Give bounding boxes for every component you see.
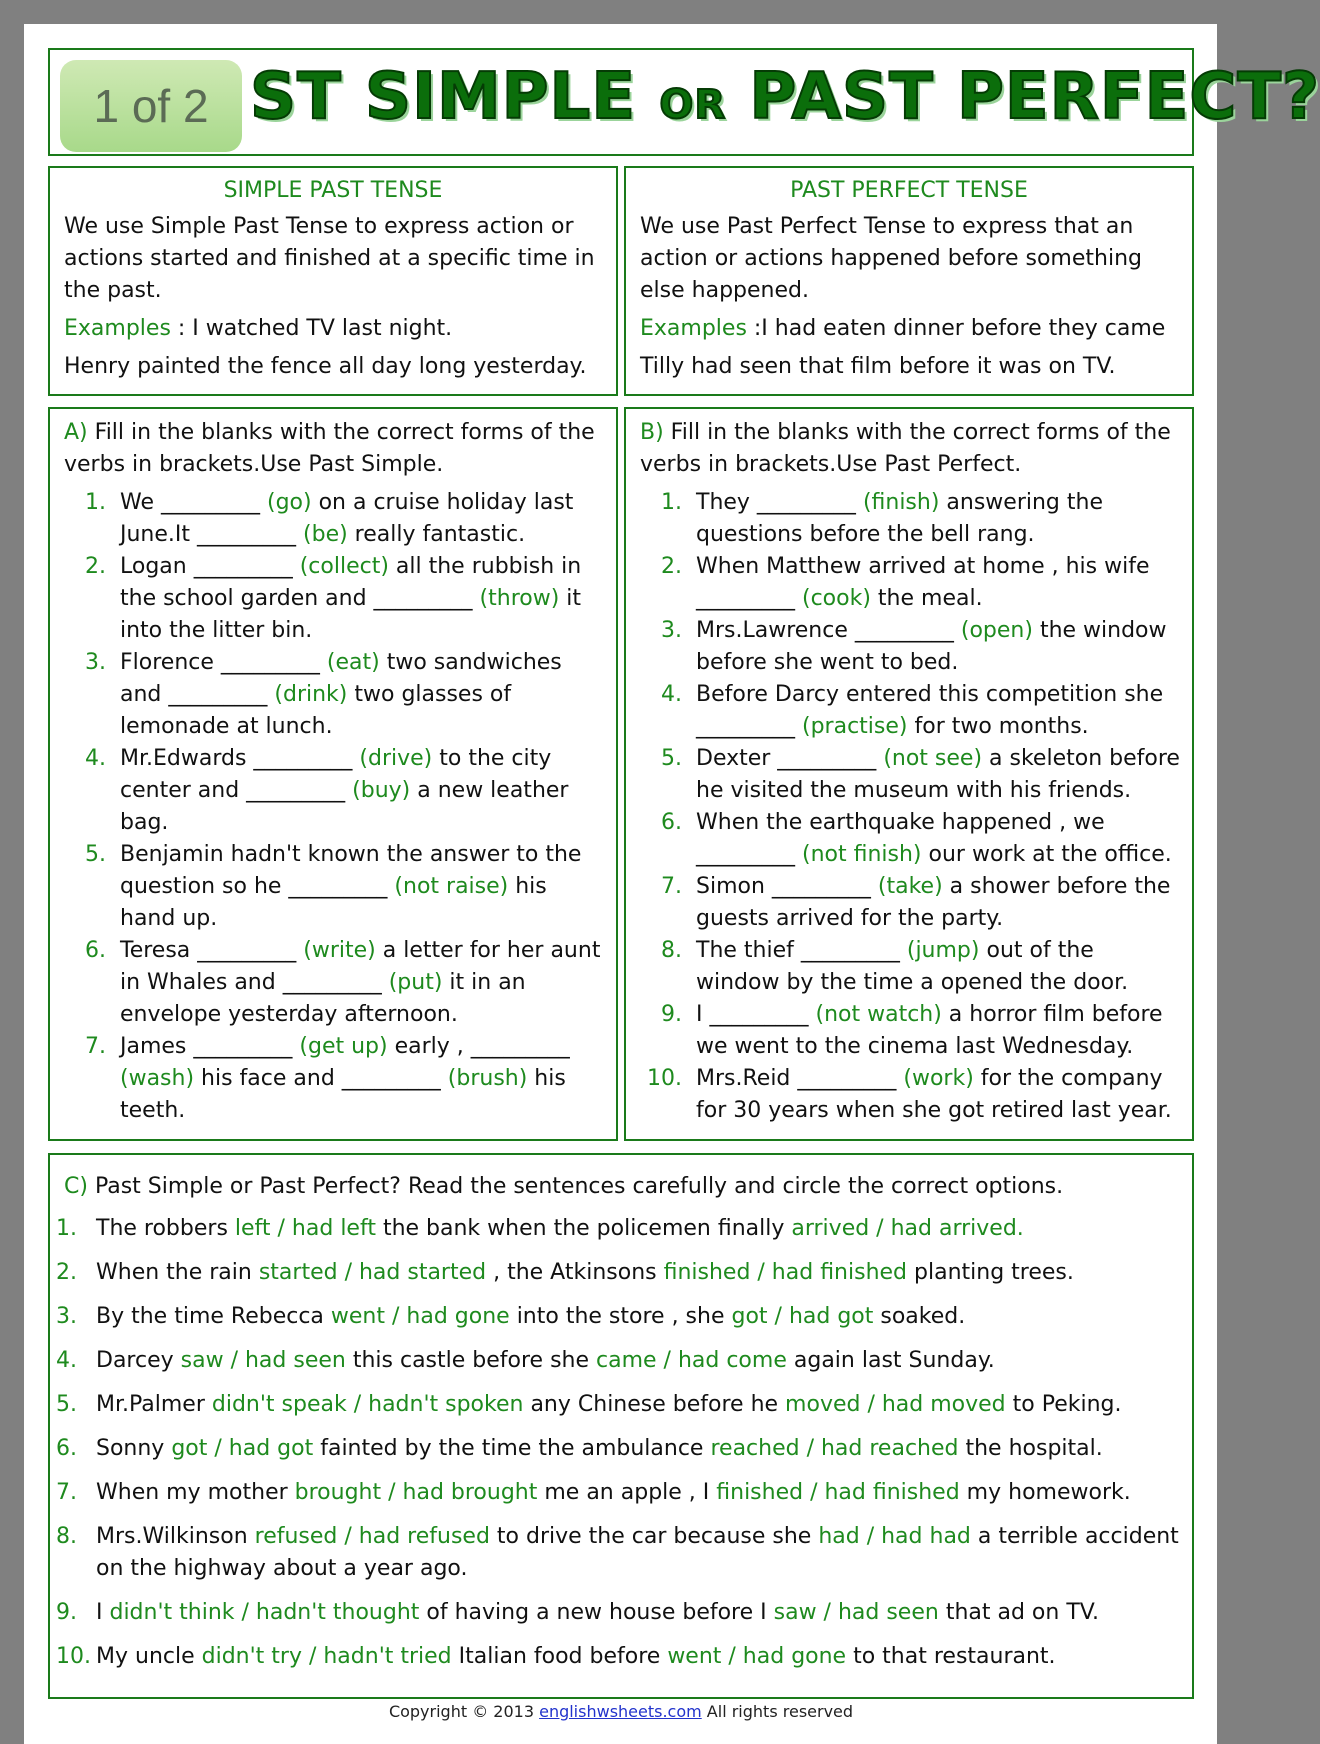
verb-option[interactable]: saw / had seen	[180, 1348, 346, 1373]
verb-option: (cook)	[802, 586, 871, 611]
item-number: 6.	[661, 810, 682, 835]
sentence-text: Sonny	[96, 1436, 172, 1461]
verb-option: (drive)	[359, 746, 433, 771]
exercise-b-item	[640, 743, 1182, 807]
sentence-text: the window before she went to bed.	[696, 618, 1167, 675]
simple-past-example-1: Examples : I watched TV last night.	[64, 316, 453, 341]
item-number: 10.	[56, 1644, 91, 1669]
item-sentence	[120, 839, 606, 935]
sentence-text: Benjamin hadn't known the answer to the question so he _________	[120, 842, 582, 899]
sentence-text: the bank when the policemen finally	[375, 1216, 792, 1241]
exercise-c-item	[56, 1641, 1184, 1673]
item-sentence	[96, 1521, 1184, 1585]
sentence-text: to the city center and _________	[120, 746, 552, 803]
sentence-text: two glasses of lemonade at lunch.	[120, 682, 512, 739]
sentence-text: his face and _________	[194, 1066, 448, 1091]
sentence-text: Simon _________	[696, 874, 878, 899]
exercise-b-panel	[624, 407, 1194, 1141]
sentence-text: Dexter _________	[696, 746, 884, 771]
exercise-a-instruction: A) Fill in the blanks with the correct forms of the verbs in brackets.Use Past Simple.	[64, 420, 595, 477]
exercise-c-item	[56, 1521, 1184, 1585]
verb-option: (go)	[267, 490, 312, 515]
item-sentence	[696, 999, 1182, 1063]
sentence-text: to that restaurant.	[846, 1644, 1056, 1669]
past-perfect-example-1: Examples :I had eaten dinner before they came	[640, 316, 1166, 341]
item-sentence	[696, 871, 1182, 935]
verb-option[interactable]: moved / had moved	[785, 1392, 1006, 1417]
item-number: 7.	[56, 1480, 77, 1505]
website-link[interactable]: englishwsheets.com	[539, 1702, 702, 1721]
sentence-text: , the Atkinsons	[486, 1260, 664, 1285]
exercise-a-item	[64, 1031, 606, 1127]
sentence-text: Mr.Edwards _________	[120, 746, 360, 771]
item-number: 4.	[85, 746, 106, 771]
sentence-text: I	[96, 1600, 110, 1625]
verb-option[interactable]: got / had got	[731, 1304, 874, 1329]
exercise-a-item	[64, 839, 606, 935]
sentence-text: Before Darcy entered this competition she _________	[696, 682, 1164, 739]
sentence-text: soaked.	[873, 1304, 966, 1329]
sentence-text: Teresa _________	[120, 938, 304, 963]
past-perfect-heading: PAST PERFECT TENSE	[790, 178, 1028, 203]
sentence-text: me an apple , I	[537, 1480, 717, 1505]
verb-option: (throw)	[479, 586, 560, 611]
sentence-text: When the rain	[96, 1260, 259, 1285]
sentence-text: Florence _________	[120, 650, 327, 675]
item-number: 5.	[56, 1392, 77, 1417]
past-perfect-panel	[624, 166, 1194, 396]
exercise-b-item	[640, 551, 1182, 615]
verb-option: (not raise)	[394, 874, 509, 899]
verb-option[interactable]: left / had left	[234, 1216, 376, 1241]
sentence-text: of having a new house before I	[419, 1600, 774, 1625]
item-number: 3.	[661, 618, 682, 643]
verb-option[interactable]: didn't think / hadn't thought	[109, 1600, 420, 1625]
item-number: 2.	[661, 554, 682, 579]
sentence-text: his teeth.	[120, 1066, 566, 1123]
past-perfect-description: We use Past Perfect Tense to express that an action or actions happened before something else happened.	[640, 214, 1142, 303]
sentence-text: a terrible accident on the highway about a year ago.	[96, 1524, 1179, 1581]
sentence-text: My uncle	[96, 1644, 202, 1669]
sentence-text: a letter for her aunt in Whales and _________	[120, 938, 601, 995]
exercise-a-item	[64, 935, 606, 1031]
verb-option[interactable]: brought / had brought	[294, 1480, 538, 1505]
verb-option[interactable]: went / had gone	[330, 1304, 510, 1329]
sentence-text: By the time Rebecca	[96, 1304, 331, 1329]
item-sentence	[696, 935, 1182, 999]
item-number: 1.	[56, 1216, 77, 1241]
simple-past-panel	[48, 166, 618, 396]
sentence-text: When my mother	[96, 1480, 295, 1505]
sentence-text: a new leather bag.	[120, 778, 569, 835]
verb-option[interactable]: finished / had finished	[663, 1260, 908, 1285]
item-number: 3.	[56, 1304, 77, 1329]
sentence-text: When Matthew arrived at home , his wife _________	[696, 554, 1150, 611]
verb-option[interactable]: didn't try / hadn't tried	[201, 1644, 452, 1669]
item-number: 8.	[661, 938, 682, 963]
sentence-text: They _________	[696, 490, 863, 515]
exercise-a-item	[64, 551, 606, 647]
sentence-text: Darcey	[96, 1348, 181, 1373]
exercise-a-item	[64, 487, 606, 551]
verb-option: (jump)	[906, 938, 980, 963]
sentence-text: answering the questions before the bell rang.	[696, 490, 1103, 547]
copyright-footer: Copyright © 2013 englishwsheets.com All rights reserved	[388, 1702, 854, 1721]
item-number: 10.	[647, 1066, 682, 1091]
sentence-text: James _________	[120, 1034, 300, 1059]
sentence-text: to drive the car because she	[489, 1524, 819, 1549]
verb-option: (eat)	[326, 650, 380, 675]
item-sentence	[96, 1641, 1184, 1673]
item-sentence	[696, 487, 1182, 551]
item-sentence	[96, 1433, 1184, 1465]
item-number: 9.	[56, 1600, 77, 1625]
verb-option: (not finish)	[802, 842, 922, 867]
exercise-c-item	[56, 1213, 1184, 1245]
sentence-text: We _________	[120, 490, 267, 515]
verb-option: (practise)	[802, 714, 908, 739]
item-sentence	[120, 487, 606, 551]
exercise-a-list	[50, 487, 616, 1127]
exercise-c-item	[56, 1257, 1184, 1289]
verb-option[interactable]: went / had gone	[667, 1644, 847, 1669]
verb-option: (buy)	[352, 778, 411, 803]
verb-option: (get up)	[299, 1034, 388, 1059]
exercise-b-item	[640, 935, 1182, 999]
verb-option: (not see)	[883, 746, 983, 771]
verb-option: (not watch)	[815, 1002, 942, 1027]
sentence-text: his hand up.	[120, 874, 547, 931]
item-sentence	[120, 551, 606, 647]
verb-option: (write)	[303, 938, 376, 963]
verb-option[interactable]: came / had come	[596, 1348, 787, 1373]
exercise-b-item	[640, 679, 1182, 743]
sentence-text: for two months.	[907, 714, 1089, 739]
sentence-text: for the company for 30 years when she got retired last year.	[696, 1066, 1172, 1123]
sentence-text: Mrs.Wilkinson	[96, 1524, 255, 1549]
item-sentence	[120, 935, 606, 1031]
item-number: 5.	[85, 842, 106, 867]
sentence-text: Mrs.Lawrence _________	[696, 618, 961, 643]
exercise-a-item	[64, 647, 606, 743]
sentence-text: again last Sunday.	[786, 1348, 995, 1373]
item-sentence	[120, 743, 606, 839]
verb-option: (brush)	[447, 1066, 528, 1091]
sentence-text: really fantastic.	[347, 522, 526, 547]
sentence-text: planting trees.	[907, 1260, 1074, 1285]
sentence-text: two sandwiches and _________	[120, 650, 562, 707]
item-number: 2.	[56, 1260, 77, 1285]
item-number: 6.	[56, 1436, 77, 1461]
verb-option[interactable]: finished / had finished	[716, 1480, 960, 1505]
sentence-text: the hospital.	[958, 1436, 1103, 1461]
sentence-text: a shower before the guests arrived for the party.	[696, 874, 1171, 931]
item-number: 1.	[661, 490, 682, 515]
exercise-b-item	[640, 807, 1182, 871]
verb-option: (collect)	[299, 554, 389, 579]
exercise-c-item	[56, 1477, 1184, 1509]
exercise-b-list	[626, 487, 1192, 1127]
item-sentence	[120, 1031, 606, 1127]
exercise-a-panel	[48, 407, 618, 1141]
sentence-text: early , _________	[387, 1034, 570, 1059]
exercise-b-item	[640, 487, 1182, 551]
item-number: 1.	[85, 490, 106, 515]
item-sentence	[96, 1345, 1184, 1377]
page-counter-badge[interactable]: 1 of 2	[60, 60, 242, 152]
item-number: 2.	[85, 554, 106, 579]
verb-option[interactable]: started / had started	[258, 1260, 487, 1285]
exercise-b-item	[640, 1063, 1182, 1127]
item-sentence	[696, 679, 1182, 743]
exercise-c-instruction: C) Past Simple or Past Perfect? Read the sentences carefully and circle the correct options.	[64, 1174, 1064, 1199]
verb-option: (wash)	[120, 1066, 195, 1091]
exercise-b-item	[640, 871, 1182, 935]
verb-option[interactable]: saw / had seen	[773, 1600, 939, 1625]
sentence-text: our work at the office.	[921, 842, 1172, 867]
item-sentence	[96, 1477, 1184, 1509]
sentence-text: on a cruise holiday last June.It _________	[120, 490, 574, 547]
simple-past-description: We use Simple Past Tense to express action or actions started and finished at a specific time in the past.	[64, 214, 595, 303]
verb-option[interactable]: refused / had refused	[254, 1524, 490, 1549]
exercise-b-item	[640, 999, 1182, 1063]
past-perfect-example-2: Tilly had seen that film before it was on TV.	[640, 354, 1116, 379]
sentence-text: into the store , she	[509, 1304, 732, 1329]
verb-option[interactable]: got / had got	[171, 1436, 314, 1461]
exercise-c-item	[56, 1345, 1184, 1377]
item-sentence	[96, 1257, 1184, 1289]
item-sentence	[96, 1213, 1184, 1245]
item-number: 5.	[661, 746, 682, 771]
item-sentence	[696, 1063, 1182, 1127]
item-sentence	[96, 1301, 1184, 1333]
exercise-c-panel	[48, 1153, 1194, 1699]
verb-option: (take)	[877, 874, 943, 899]
sentence-text: The thief _________	[696, 938, 907, 963]
exercise-c-item	[56, 1301, 1184, 1333]
sentence-text: out of the window by the time a opened the door.	[696, 938, 1129, 995]
item-sentence	[96, 1389, 1184, 1421]
sentence-text: The robbers	[96, 1216, 235, 1241]
sentence-text: it in an envelope yesterday afternoon.	[120, 970, 526, 1027]
verb-option: (work)	[903, 1066, 974, 1091]
exercise-c-list	[50, 1213, 1192, 1673]
verb-option[interactable]: had / had had	[818, 1524, 971, 1549]
simple-past-example-2: Henry painted the fence all day long yesterday.	[64, 354, 587, 379]
sentence-text: it into the litter bin.	[120, 586, 582, 643]
sentence-text: my homework.	[959, 1480, 1131, 1505]
sentence-text: When the earthquake happened , we _________	[696, 810, 1105, 867]
sentence-text: all the rubbish in the school garden and _________	[120, 554, 582, 611]
item-number: 3.	[85, 650, 106, 675]
sentence-text: the meal.	[870, 586, 983, 611]
item-sentence	[696, 551, 1182, 615]
sentence-text: fainted by the time the ambulance	[313, 1436, 711, 1461]
exercise-b-instruction: B) Fill in the blanks with the correct forms of the verbs in brackets.Use Past Perfect.	[640, 420, 1171, 477]
item-sentence	[696, 615, 1182, 679]
page-title: ST SIMPLE OR PAST PERFECT?	[250, 60, 1320, 134]
item-sentence	[96, 1597, 1184, 1629]
exercise-c-item	[56, 1433, 1184, 1465]
item-sentence	[120, 647, 606, 743]
verb-option: (open)	[960, 618, 1033, 643]
verb-option: (finish)	[862, 490, 940, 515]
sentence-text: I _________	[696, 1002, 816, 1027]
sentence-text: Italian food before	[451, 1644, 668, 1669]
item-number: 6.	[85, 938, 106, 963]
verb-option: (be)	[303, 522, 348, 547]
simple-past-heading: SIMPLE PAST TENSE	[223, 178, 443, 203]
verb-option: (put)	[388, 970, 443, 995]
verb-option: (drink)	[274, 682, 348, 707]
sentence-text: Logan _________	[120, 554, 300, 579]
item-number: 9.	[661, 1002, 682, 1027]
sentence-text: this castle before she	[345, 1348, 597, 1373]
sentence-text: to Peking.	[1005, 1392, 1122, 1417]
exercise-b-item	[640, 615, 1182, 679]
exercise-a-item	[64, 743, 606, 839]
sentence-text: Mrs.Reid _________	[696, 1066, 904, 1091]
item-number: 7.	[85, 1034, 106, 1059]
item-sentence	[696, 807, 1182, 871]
item-number: 4.	[661, 682, 682, 707]
exercise-c-item	[56, 1597, 1184, 1629]
verb-option[interactable]: didn't speak / hadn't spoken	[211, 1392, 524, 1417]
item-sentence	[696, 743, 1182, 807]
item-number: 8.	[56, 1524, 77, 1549]
item-number: 4.	[56, 1348, 77, 1373]
verb-option[interactable]: arrived / had arrived.	[791, 1216, 1024, 1241]
item-number: 7.	[661, 874, 682, 899]
verb-option[interactable]: reached / had reached	[710, 1436, 959, 1461]
exercise-c-item	[56, 1389, 1184, 1421]
sentence-text: Mr.Palmer	[96, 1392, 212, 1417]
sentence-text: a horror film before we went to the cinema last Wednesday.	[696, 1002, 1163, 1059]
sentence-text: that ad on TV.	[938, 1600, 1099, 1625]
sentence-text: a skeleton before he visited the museum with his friends.	[696, 746, 1180, 803]
sentence-text: any Chinese before he	[523, 1392, 786, 1417]
